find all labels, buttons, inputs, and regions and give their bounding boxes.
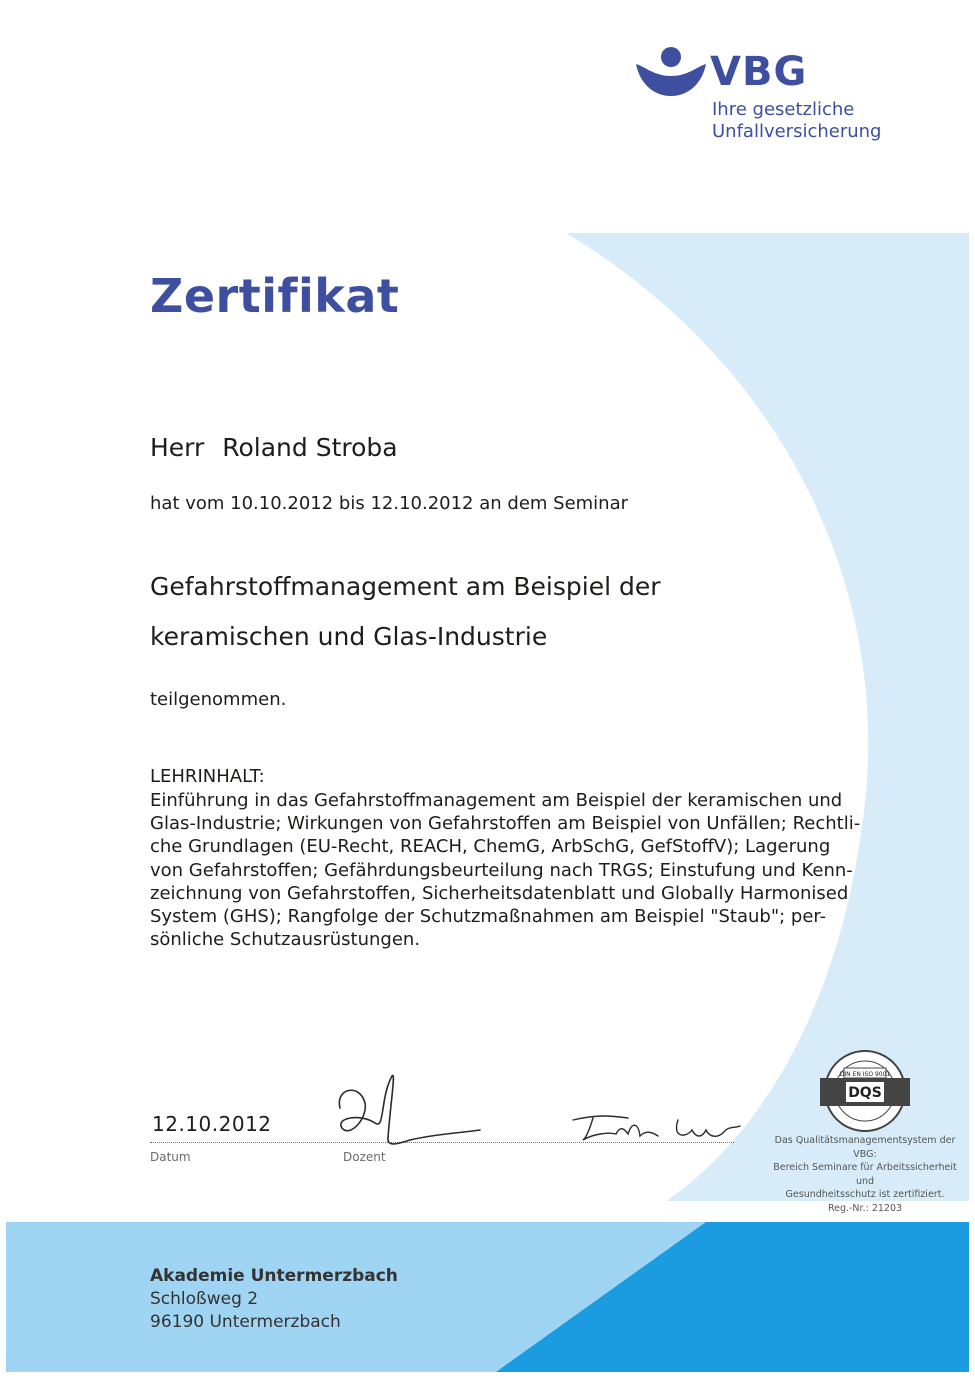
seal-caption [770,1134,960,1215]
date-label: Datum [150,1150,191,1164]
seal-caption-line: Reg.-Nr.: 21203 [827,1202,903,1214]
logo-tagline [712,99,881,143]
seal-caption-line: Das Qualitätsmanagementsystem der VBG: [774,1135,956,1160]
content-line: che Grundlagen (EU-Recht, REACH, ChemG, ArbSchG, GefStoffV); Lagerung [150,836,831,858]
vbg-logo [636,46,896,146]
certificate-title: Zertifikat [150,269,400,323]
seminar-title-line1: Gefahrstoffmanagement am Beispiel der [150,572,661,601]
lecturer-signature-icon [330,1068,490,1158]
participant-name: Roland Stroba [222,433,398,462]
lecturer-label: Dozent [343,1150,386,1164]
vbg-logo-mark-icon [636,46,706,98]
salutation: Herr [150,433,205,462]
content-line: zeichnung von Gefahrstoffen, Sicherheitsdatenblatt und Globally Harmonised [150,882,849,904]
signature-date: 12.10.2012 [152,1112,272,1136]
content-heading: LEHRINHALT: [150,766,265,787]
logo-tagline-line2: Unfallversicherung [712,121,882,142]
academy-city: 96190 Untermerzbach [150,1312,341,1332]
content-line: System (GHS); Rangfolge der Schutzmaßnahmen am Beispiel "Staub"; per- [150,906,827,928]
participant [150,432,398,464]
academy-address [150,1265,398,1334]
seal-standard: DIN EN ISO 9001 [839,1071,891,1078]
seminar-title [150,562,790,662]
content-line: sönliche Schutzausrüstungen. [150,929,421,951]
seminar-title-line2: keramischen und Glas-Industrie [150,622,548,651]
content-line: Glas-Industrie; Wirkungen von Gefahrstoffen am Beispiel von Unfällen; Rechtli- [150,813,861,835]
academy-name: Akademie Untermerzbach [150,1266,398,1286]
logo-tagline-line1: Ihre gesetzliche [712,99,855,120]
content-line: von Gefahrstoffen; Gefährdungsbeurteilung nach TRGS; Einstufung und Kenn- [150,859,853,881]
seal-caption-line: Bereich Seminare für Arbeitssicherheit und [773,1162,957,1187]
dqs-seal-icon [816,1050,914,1132]
second-signature-icon [568,1108,743,1148]
seal-caption-line: Gesundheitsschutz ist zertifiziert. [785,1189,945,1200]
academy-street: Schloßweg 2 [150,1289,259,1309]
participated-text: teilgenommen. [150,689,287,710]
logo-word: VBG [710,49,808,95]
period-text: hat vom 10.10.2012 bis 12.10.2012 an dem Seminar [150,493,629,514]
seal-logo: DQS [848,1085,882,1101]
content-line: Einführung in das Gefahrstoffmanagement am Beispiel der keramischen und [150,790,843,811]
content-text [150,789,861,951]
